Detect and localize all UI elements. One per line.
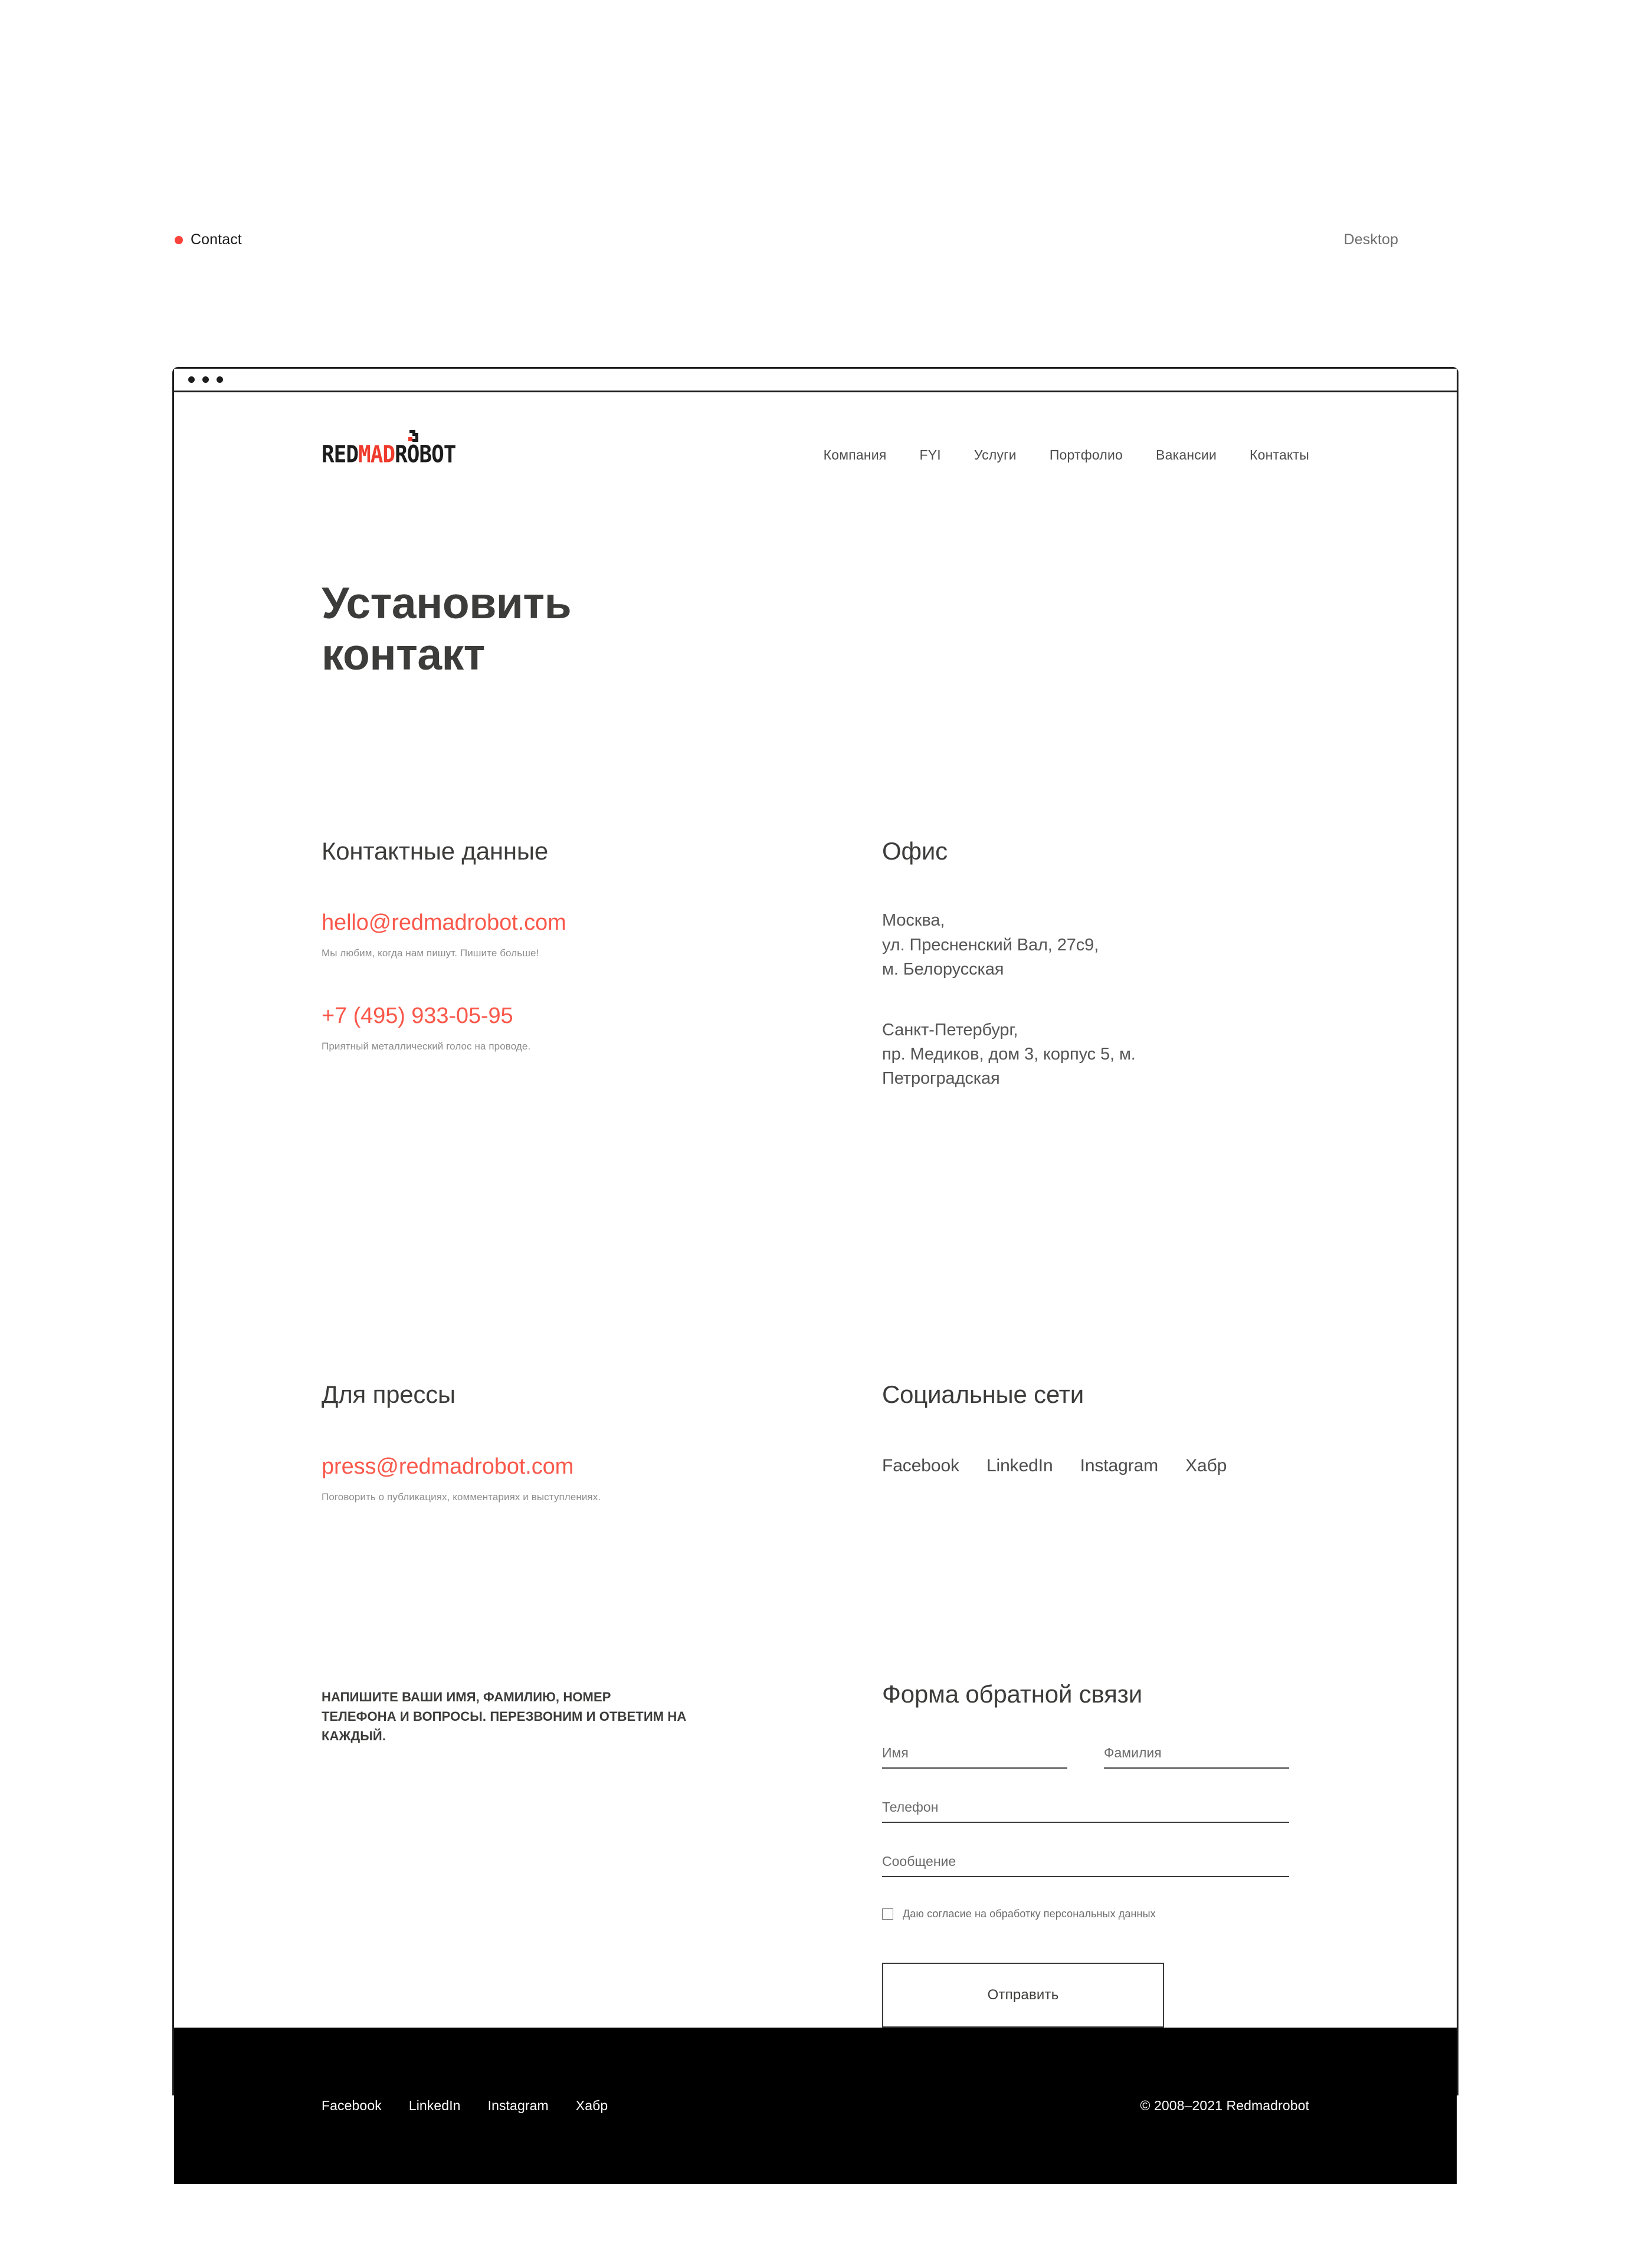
first-name-input[interactable]	[882, 1745, 1067, 1769]
main-navigation	[824, 447, 1309, 463]
phone-field	[882, 1799, 1289, 1823]
window-close-icon[interactable]	[188, 376, 195, 383]
email-link[interactable]: hello@redmadrobot.com	[322, 910, 566, 936]
feedback-section	[322, 1680, 1309, 2028]
office-heading: Офис	[882, 837, 948, 865]
first-name-field	[882, 1745, 1067, 1769]
page-title-line-2: контакт	[322, 629, 485, 679]
page-content	[174, 392, 1457, 2028]
site-footer	[174, 2028, 1457, 2184]
logo-part-robot: ROBOT	[395, 441, 456, 468]
feedback-form-heading: Форма обратной связи	[882, 1680, 1142, 1708]
redmadrobot-logo[interactable]	[322, 441, 456, 468]
browser-window	[172, 367, 1458, 2113]
status-dot-icon	[175, 236, 183, 244]
nav-item-vacancies[interactable]: Вакансии	[1156, 447, 1217, 463]
moscow-metro: м. Белорусская	[882, 959, 1004, 979]
contact-info-grid	[322, 837, 1309, 1503]
press-block	[322, 1380, 882, 1503]
feedback-blurb: НАПИШИТЕ ВАШИ ИМЯ, ФАМИЛИЮ, НОМЕР ТЕЛЕФОНА И ВОПРОСЫ. ПЕРЕЗВОНИМ И ОТВЕТИМ НА КАЖДЫЙ.	[322, 1689, 687, 1743]
message-input[interactable]	[882, 1854, 1289, 1877]
last-name-input[interactable]	[1104, 1745, 1289, 1769]
submit-button[interactable]: Отправить	[882, 1963, 1164, 2028]
message-field	[882, 1854, 1289, 1877]
artboard-label	[175, 231, 242, 248]
social-links	[882, 1456, 1309, 1476]
name-row	[882, 1745, 1289, 1799]
footer-social-links	[322, 2098, 608, 2114]
contact-details-heading: Контактные данные	[322, 837, 549, 865]
nav-item-portfolio[interactable]: Портфолио	[1049, 447, 1123, 463]
office-address-moscow	[882, 908, 1236, 982]
nav-item-company[interactable]: Компания	[823, 447, 887, 463]
window-minimize-icon[interactable]	[202, 376, 209, 383]
spb-street: пр. Медиков, дом 3, корпус 5, м.	[882, 1045, 1136, 1064]
contact-details-block	[322, 837, 882, 1091]
social-link-facebook[interactable]: Facebook	[882, 1455, 959, 1475]
nav-item-services[interactable]: Услуги	[974, 447, 1017, 463]
phone-hint: Приятный металлический голос на проводе.	[322, 1041, 531, 1052]
press-email-link[interactable]: press@redmadrobot.com	[322, 1454, 574, 1479]
social-link-linkedin[interactable]: LinkedIn	[986, 1455, 1053, 1475]
press-hint: Поговорить о публикациях, комментариях и выступлениях.	[322, 1491, 601, 1503]
page-title	[322, 578, 853, 680]
email-hint: Мы любим, когда нам пишут. Пишите больше!	[322, 947, 539, 959]
office-address-spb	[882, 1018, 1236, 1091]
social-heading: Социальные сети	[882, 1380, 1084, 1409]
feedback-form	[882, 1745, 1289, 2028]
footer-link-linkedin[interactable]: LinkedIn	[408, 2097, 461, 2113]
device-label: Desktop	[1343, 231, 1398, 248]
nav-item-contacts[interactable]: Контакты	[1250, 447, 1309, 463]
consent-row	[882, 1908, 1289, 1920]
browser-title-bar	[174, 369, 1457, 392]
phone-link[interactable]: +7 (495) 933-05-95	[322, 1003, 513, 1029]
window-maximize-icon[interactable]	[217, 376, 223, 383]
consent-label: Даю согласие на обработку персональных данных	[903, 1907, 1156, 1920]
social-link-instagram[interactable]: Instagram	[1080, 1455, 1159, 1475]
browser-viewport	[174, 392, 1457, 2184]
logo-part-mad: MAD	[358, 441, 395, 468]
spb-city: Санкт-Петербург,	[882, 1020, 1018, 1039]
site-header	[322, 392, 1309, 468]
last-name-field	[1104, 1745, 1289, 1769]
spb-metro: Петроградская	[882, 1069, 1000, 1088]
social-block	[882, 1380, 1309, 1503]
page-title-line-1: Установить	[322, 578, 572, 628]
footer-link-instagram[interactable]: Instagram	[487, 2097, 549, 2113]
consent-checkbox[interactable]	[882, 1908, 893, 1920]
phone-input[interactable]	[882, 1799, 1289, 1823]
logo-text	[322, 443, 455, 467]
nav-item-fyi[interactable]: FYI	[919, 447, 941, 463]
office-block	[882, 837, 1309, 1091]
artboard-label-text: Contact	[191, 231, 242, 248]
press-heading: Для прессы	[322, 1380, 456, 1409]
social-link-habr[interactable]: Хабр	[1185, 1455, 1227, 1475]
footer-link-habr[interactable]: Хабр	[575, 2097, 608, 2113]
footer-link-facebook[interactable]: Facebook	[322, 2097, 382, 2113]
moscow-city: Москва,	[882, 911, 945, 930]
feedback-form-block	[882, 1680, 1309, 2028]
logo-part-red: RED	[322, 441, 359, 468]
copyright-text: © 2008–2021 Redmadrobot	[1140, 2097, 1309, 2113]
moscow-street: ул. Пресненский Вал, 27с9,	[882, 935, 1099, 955]
